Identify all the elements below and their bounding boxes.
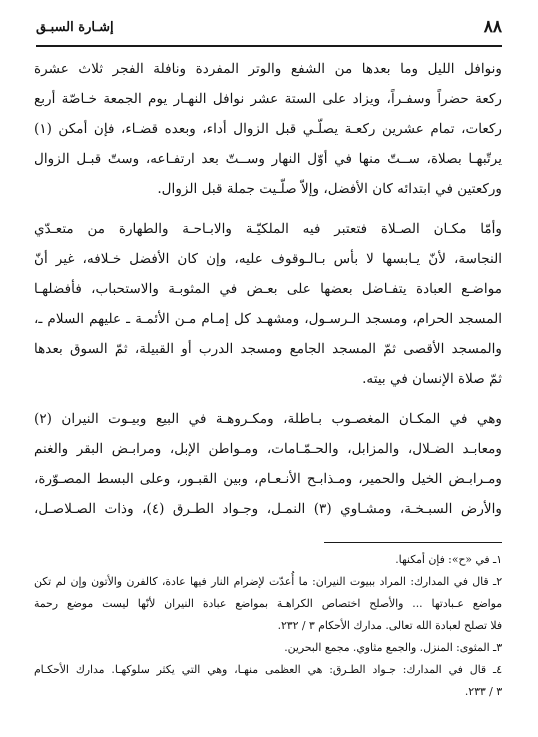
footnote-1 [34,549,502,571]
footnote-line: ٢ـ قال في المدارك: المراد ببيوت النيران: ما أُعدّت لإضرام النار فيها عادة، كالفرن والأتون وإن لم تكن [34,575,502,588]
text-line: والأرض السبـخـة، ومشـاوي (٣) النمـل، وجـواد الطـرق (٤)، وذات الصـلاصـل، [34,501,502,517]
footnote-line: مواضع عـبادتها ... والأصلح اختصاص الكراهـة بمواضع عبادة النيران لأنّها ليست موضع رحمة [34,597,502,610]
text-line: وركعتين في ابتدائه كان الأفضل، وإلاّ صلّـيت جملة قبل الزوال. [157,181,502,197]
text-line: ثمّ صلاة الإنسان في بيته. [362,371,502,387]
footnote-line: ٣ـ المثوى: المنزل. والجمع مثاوي. مجمع البحرين. [284,641,502,654]
text-line: ركعات، تمام عشرين ركعـة يصلّـي قبل الزوال أداء، وبعده قضـاء، فإن أمكن (١) [34,121,502,137]
footnote-rule [324,542,502,543]
text-line: ونوافل الليل وما بعدها من الشفع والوتر المفردة ونافلة الفجر ثلاث عشرة [34,61,502,77]
text-line: النجاسة، لأنّ يـابسها لا بأس بـالـوقوف عليه، وإن كان الأفضل خـلافه، غير أنّ [34,251,502,267]
footnote-4 [34,659,502,703]
running-header-title: إشـارة السبـق [36,20,114,35]
text-line: وهي في المكـان المغصـوب بـاطلة، ومكـروهـة في البيع وبيـوت النيران (٢) [34,411,502,427]
header-rule [36,45,502,47]
paragraph-prayer-place [34,214,502,394]
page-number: ٨٨ [483,17,502,37]
footnote-line: ١ـ في «ح»: فإن أمكنها. [395,553,502,566]
footnote-line: ٤ـ قال في المدارك: جـواد الطـرق: هي العظمى منهـا، وهي التي يكثر سلوكهـا. مدارك الأحكـام [34,663,502,676]
text-line: ومـرابـض الخيل والحمير، ومـذابـح الأنـعـام، وبين القبـور، وعلى البسط المصـوّرة، [34,471,502,487]
footnote-3 [34,637,502,659]
footnote-line: فلا تصلح لعبادة الله تعالى. مدارك الأحكام ٣ / ٢٣٢. [277,619,502,632]
text-line: وأمّا مكـان الصـلاة فتعتبر فيه الملكيّـة والابـاحـة والطهارة من متعـدّي [34,221,502,237]
text-line: مواضـع العبادة يتفـاضل بعضها على بعـض في المثوبـة والاستحباب، فأفضلهـا [34,281,502,297]
paragraph-night-prayers [34,54,502,204]
text-line: ركعة حضراً وسفـراً، ويزاد على الستة عشر نوافل النهـار يوم الجمعة خـاصّة أربع [34,91,502,107]
text-line: يرتّبهـا بصلاة، ســتّ منها في أوّل النهار وســتّ بعد ارتفـاعه، وستّ قبـل الزوال [34,151,502,167]
footnotes [34,549,502,703]
text-line: المسجد الحرام، ومسجد الـرسـول، ومشهـد كل إمـام مـن الأئمـة ـ عليهم السلام ـ، [34,311,502,327]
paragraph-usurped-place [34,404,502,524]
body-text [34,54,502,524]
text-line: ومعابـد الضـلال، والمزابل، والحـمّـامات، ومـواطن الإبل، ومرابـض البقر والغنم [34,441,502,457]
footnote-line: ٣ / ٢٣٣. [464,685,502,698]
text-line: والمسجد الأقصى ثمّ المسجد الجامع ومسجد الدرب أو القبيلة، ثمّ السوق بعدها [34,341,502,357]
footnote-2 [34,571,502,637]
